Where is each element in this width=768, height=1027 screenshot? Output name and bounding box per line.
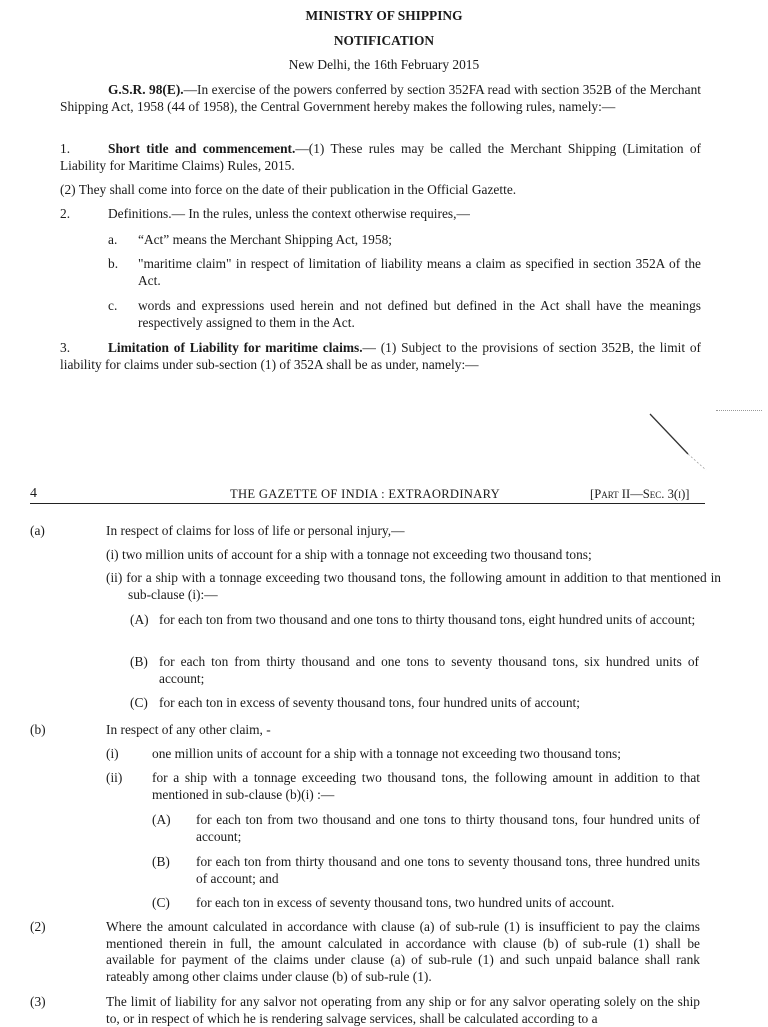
clause-a-C-text: for each ton in excess of seventy thousand tons, four hundred units of account;: [159, 695, 580, 710]
definition-c-label: c.: [108, 298, 118, 313]
sub-rule-2-label: (2): [30, 919, 46, 934]
preamble: [60, 82, 701, 115]
clause-b-i-label: (i): [106, 746, 119, 761]
clause-b-B-text: for each ton from thirty thousand and one tons to seventy thousand tons, three hundred units of account; and: [196, 854, 700, 886]
rule-1-number: 1.: [60, 141, 71, 156]
clause-a-A-text: for each ton from two thousand and one tons to thirty thousand tons, eight hundred units of account;: [159, 612, 696, 627]
clause-b-B-label: (B): [152, 854, 170, 869]
rule-3: [60, 340, 701, 373]
clause-a-B-label: (B): [130, 654, 148, 669]
clause-a-A-label: (A): [130, 612, 149, 627]
rule-3-text: — (1) Subject to the provisions of section 352B, the limit of liability for claims under sub-section (1) of 352A shall be as under, namely:—: [60, 340, 701, 372]
definition-b-label: b.: [108, 256, 119, 271]
gazette-part: [Part II—Sec. 3(i)]: [590, 487, 690, 501]
clause-b-ii-text: for a ship with a tonnage exceeding two thousand tons, the following amount in addition to that mentioned in sub-clause (b)(i) :—: [152, 770, 700, 802]
rule-1-sub-2: (2) They shall come into force on the date of their publication in the Official Gazette.: [60, 182, 517, 197]
rule-3-number: 3.: [60, 340, 71, 355]
clause-a-text: In respect of claims for loss of life or personal injury,—: [106, 523, 405, 538]
rule-2-number: 2.: [60, 206, 71, 221]
ministry-title: MINISTRY OF SHIPPING: [305, 8, 463, 23]
gsr-reference: G.S.R. 98(E).: [108, 82, 184, 97]
clause-b-C-text: for each ton in excess of seventy thousand tons, two hundred units of account.: [196, 895, 615, 910]
rule-2-text: Definitions.— In the rules, unless the context otherwise requires,—: [108, 206, 470, 221]
page-number: 4: [30, 486, 37, 501]
sub-rule-3-text: The limit of liability for any salvor not operating from any ship or for any salvor operating solely on the ship to, or in respect of which he is rendering salvage services, shall be calculated according to a: [106, 994, 700, 1026]
rule-1-text: —(1) These rules may be called the Merchant Shipping (Limitation of Liability for Maritime Claims) Rules, 2015.: [60, 141, 701, 173]
clause-b-ii-label: (ii): [106, 770, 123, 785]
clause-b-i-text: one million units of account for a ship with a tonnage not exceeding two thousand tons;: [152, 746, 621, 761]
dateline: New Delhi, the 16th February 2015: [288, 57, 480, 72]
clause-b-A-label: (A): [152, 812, 171, 827]
gazette-title: THE GAZETTE OF INDIA : EXTRAORDINARY: [230, 487, 500, 501]
clause-b-label: (b): [30, 722, 46, 737]
definition-a-text: “Act” means the Merchant Shipping Act, 1958;: [138, 232, 392, 247]
clause-b-A-text: for each ton from two thousand and one tons to thirty thousand tons, four hundred units of account;: [196, 812, 700, 844]
scan-mark: [648, 412, 708, 472]
definition-b-text: "maritime claim" in respect of limitation of liability means a claim as specified in section 352A of the Act.: [138, 256, 701, 288]
clause-a-B-text: for each ton from thirty thousand and one tons to seventy thousand tons, six hundred units of account;: [159, 654, 699, 686]
clause-b-C-label: (C): [152, 895, 170, 910]
clause-a-C-label: (C): [130, 695, 148, 710]
notification-title: NOTIFICATION: [333, 33, 435, 48]
clause-b-text: In respect of any other claim, -: [106, 722, 271, 737]
definition-c-text: words and expressions used herein and not defined but defined in the Act shall have the meanings respectively assigned to them in the Act.: [138, 298, 701, 330]
rule-1: [60, 141, 701, 174]
definition-a-label: a.: [108, 232, 118, 247]
scan-speck: [716, 410, 762, 411]
sub-rule-2-text: Where the amount calculated in accordance with clause (a) of sub-rule (1) is insufficient to pay the claims mentioned therein in full, the amount calculated in accordance with clause (b) of sub-rule (1) shall be available for payment of the claims under clause (a) of sub-rule (1) and such unpaid balance shall rank rateably among other claims under clause (b) of sub-rule (1).: [106, 919, 700, 984]
gazette-rule: [30, 503, 705, 504]
clause-a-i: (i) two million units of account for a ship with a tonnage not exceeding two thousand tons;: [106, 547, 592, 562]
rule-3-heading: Limitation of Liability for maritime claims.: [108, 340, 363, 355]
sub-rule-3-label: (3): [30, 994, 46, 1009]
clause-a-ii: (ii) for a ship with a tonnage exceeding two thousand tons, the following amount in addition to that mentioned in sub-clause (i):—: [106, 570, 721, 602]
clause-a-label: (a): [30, 523, 45, 538]
preamble-text: —In exercise of the powers conferred by section 352FA read with section 352B of the Merchant Shipping Act, 1958 (44 of 1958), the Central Government hereby makes the following rules, namely:—: [60, 82, 701, 114]
rule-1-heading: Short title and commencement.: [108, 141, 296, 156]
